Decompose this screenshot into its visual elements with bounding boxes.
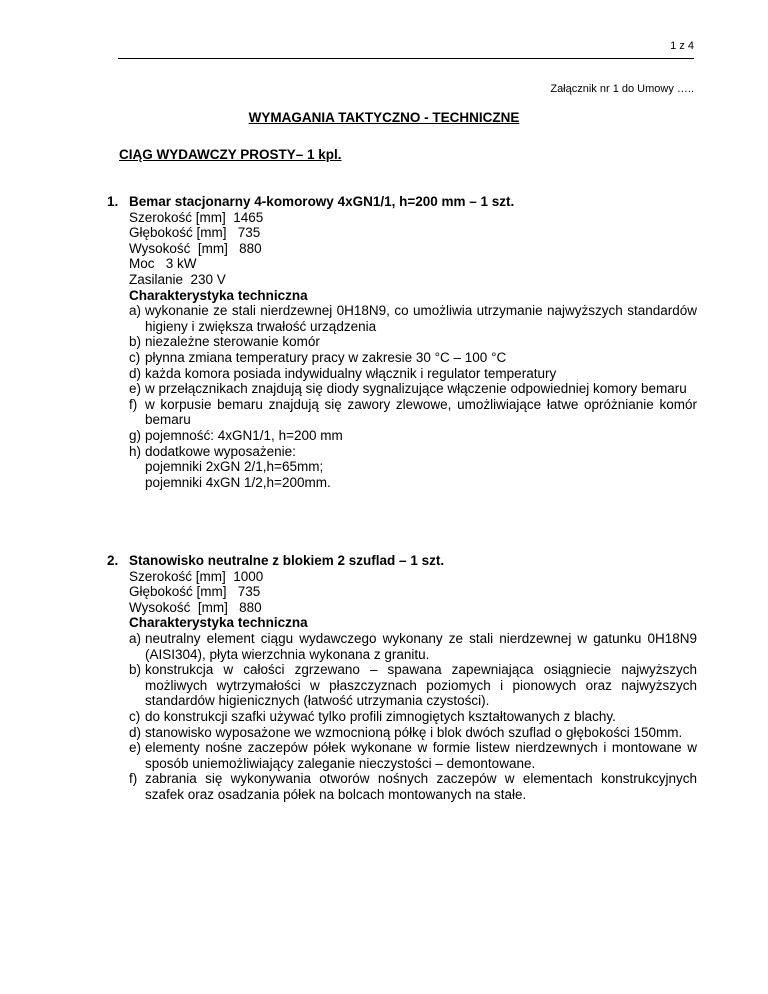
list-item: c) płynna zmiana temperatury pracy w zakresie 30 °C – 100 °C bbox=[129, 349, 507, 365]
item-title: Bemar stacjonarny 4-komorowy 4xGN1/1, h=200 mm – 1 szt. bbox=[129, 194, 515, 209]
extra-line: pojemniki 2xGN 2/1,h=65mm; bbox=[145, 459, 324, 475]
characteristics-heading: Charakterystyka techniczna bbox=[129, 615, 308, 631]
spec-line: Szerokość [mm] 1000 bbox=[129, 568, 264, 584]
list-item: c) do konstrukcji szafki używać tylko profili zimnogiętych kształtowanych z blachy. bbox=[129, 708, 616, 724]
list-item: a) neutralny element ciągu wydawczego wykonany ze stali nierdzewnej w gatunku 0H18N9 (AISI304), płyta wierzchnia wykonana z granitu. bbox=[129, 630, 697, 662]
list-item: e) w przełącznikach znajdują się diody sygnalizujące włączenie odpowiedniej komory bemaru bbox=[129, 381, 687, 397]
header-rule bbox=[118, 58, 694, 59]
spec-line: Wysokość [mm] 880 bbox=[129, 240, 262, 256]
annex-label: Załącznik nr 1 do Umowy ….. bbox=[550, 83, 694, 95]
spec-line: Głębokość [mm] 735 bbox=[129, 584, 261, 600]
list-item: d) stanowisko wyposażone we wzmocnioną półkę i blok dwóch szuflad o głębokości 150mm. bbox=[129, 724, 683, 740]
document-title: WYMAGANIA TAKTYCZNO - TECHNICZNE bbox=[248, 110, 520, 125]
section-title: CIĄG WYDAWCZY PROSTY– 1 kpl. bbox=[119, 147, 342, 162]
item-number: 1. bbox=[107, 194, 119, 209]
list-item: d) każda komora posiada indywidualny włącznik i regulator temperatury bbox=[129, 365, 557, 381]
list-item: f) w korpusie bemaru znajdują się zawory zlewowe, umożliwiające łatwe opróżnianie komór bemaru bbox=[129, 396, 697, 428]
characteristics-heading: Charakterystyka techniczna bbox=[129, 287, 308, 303]
list-item: a) wykonanie ze stali nierdzewnej 0H18N9, co umożliwia utrzymanie najwyższych standardów higieny i zwiększa trwałość urządzenia bbox=[129, 303, 697, 334]
list-item: f) zabrania się wykonywania otworów nośnych zaczepów w elementach konstrukcyjnych szafek oraz osadzania półek na bolcach montowanych na stałe. bbox=[129, 771, 697, 802]
spec-line: Wysokość [mm] 880 bbox=[129, 599, 262, 615]
spec-line: Głębokość [mm] 735 bbox=[129, 225, 261, 241]
list-item: h) dodatkowe wyposażenie: bbox=[129, 443, 296, 459]
spec-line: Moc 3 kW bbox=[129, 256, 197, 272]
list-item: e) elementy nośne zaczepów półek wykonane w formie listew nierdzewnych i montowane w sposób uniemożliwiający zaleganie nieczystości – demontowane. bbox=[129, 740, 697, 771]
list-item: b) niezależne sterowanie komór bbox=[129, 334, 320, 350]
spec-line: Zasilanie 230 V bbox=[129, 271, 226, 287]
item-1 bbox=[107, 194, 697, 490]
item-number: 2. bbox=[107, 553, 119, 568]
list-item: b) konstrukcja w całości zgrzewano – spawana zapewniająca osiągniecie najwyższych możliwych wytrzymałości w płaszczyznach poziomych i pionowych oraz najwyższych standardów higienicznych (łatwość utrzymania czystości). bbox=[129, 662, 697, 709]
item-2 bbox=[107, 553, 697, 803]
list-item: g) pojemność: 4xGN1/1, h=200 mm bbox=[129, 427, 343, 443]
extra-line: pojemniki 4xGN 1/2,h=200mm. bbox=[145, 474, 331, 490]
page-number: 1 z 4 bbox=[670, 40, 694, 52]
item-title: Stanowisko neutralne z blokiem 2 szuflad – 1 szt. bbox=[129, 553, 445, 568]
spec-line: Szerokość [mm] 1465 bbox=[129, 209, 264, 225]
